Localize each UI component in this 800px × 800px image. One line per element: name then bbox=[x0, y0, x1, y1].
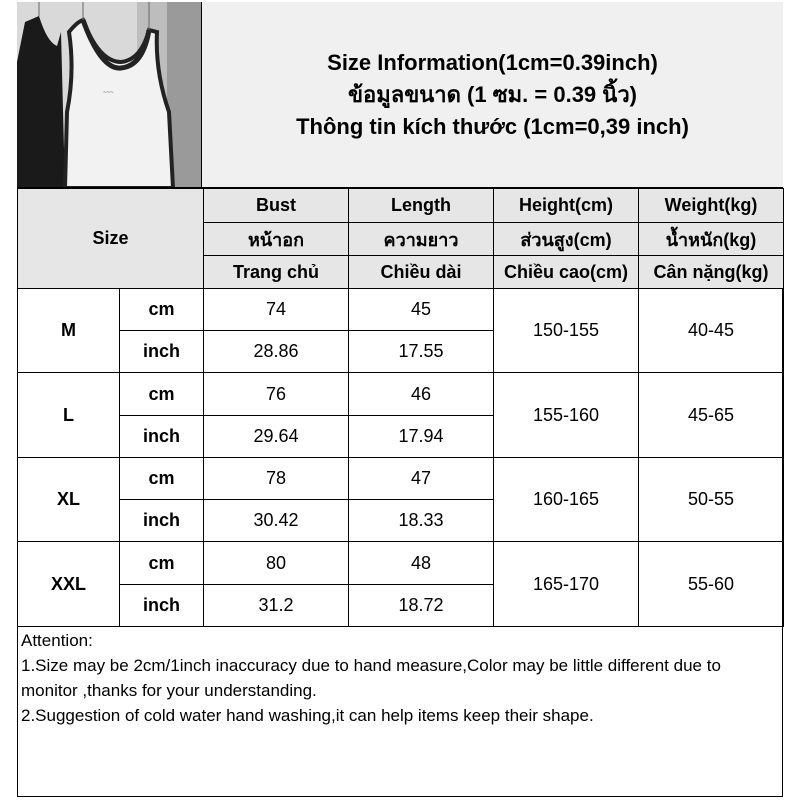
attention-note-1: 1.Size may be 2cm/1inch inaccuracy due to hand measure,Color may be little different due to monitor ,thanks for your understanding. bbox=[21, 656, 721, 700]
col-bust-vi: Trang chủ bbox=[204, 256, 349, 289]
bust-inch: 31.2 bbox=[204, 585, 349, 627]
shirt-logo: ~~~ bbox=[103, 90, 114, 96]
col-height-th: ส่วนสูง(cm) bbox=[494, 223, 639, 256]
weight-range: 50-55 bbox=[639, 458, 784, 542]
attention-notes bbox=[21, 628, 781, 728]
attention-heading: Attention: bbox=[21, 631, 93, 650]
table-row bbox=[18, 458, 784, 500]
table-row bbox=[18, 289, 784, 331]
length-inch: 18.72 bbox=[349, 585, 494, 627]
table-row bbox=[18, 373, 784, 416]
length-inch: 17.55 bbox=[349, 331, 494, 373]
title-block bbox=[202, 2, 783, 188]
unit-cm: cm bbox=[120, 373, 204, 416]
tank-top-illustration bbox=[17, 2, 202, 188]
col-weight-en: Weight(kg) bbox=[639, 189, 784, 223]
attention-note-2: 2.Suggestion of cold water hand washing,it can help items keep their shape. bbox=[21, 706, 594, 725]
col-height-vi: Chiều cao(cm) bbox=[494, 256, 639, 289]
unit-inch: inch bbox=[120, 331, 204, 373]
length-cm: 47 bbox=[349, 458, 494, 500]
length-cm: 48 bbox=[349, 542, 494, 585]
bust-inch: 30.42 bbox=[204, 500, 349, 542]
col-length-th: ความยาว bbox=[349, 223, 494, 256]
bust-cm: 78 bbox=[204, 458, 349, 500]
length-inch: 18.33 bbox=[349, 500, 494, 542]
table-row bbox=[18, 542, 784, 585]
size-label: XXL bbox=[18, 542, 120, 627]
unit-inch: inch bbox=[120, 416, 204, 458]
size-table bbox=[17, 188, 784, 627]
col-bust-th: หน้าอก bbox=[204, 223, 349, 256]
bust-inch: 28.86 bbox=[204, 331, 349, 373]
col-bust-en: Bust bbox=[204, 189, 349, 223]
weight-range: 40-45 bbox=[639, 289, 784, 373]
weight-range: 45-65 bbox=[639, 373, 784, 458]
bust-cm: 74 bbox=[204, 289, 349, 331]
col-height-en: Height(cm) bbox=[494, 189, 639, 223]
title-english: Size Information(1cm=0.39inch) bbox=[327, 49, 658, 75]
size-label: L bbox=[18, 373, 120, 458]
length-cm: 46 bbox=[349, 373, 494, 416]
size-label: M bbox=[18, 289, 120, 373]
bust-inch: 29.64 bbox=[204, 416, 349, 458]
height-range: 155-160 bbox=[494, 373, 639, 458]
length-cm: 45 bbox=[349, 289, 494, 331]
unit-cm: cm bbox=[120, 542, 204, 585]
length-inch: 17.94 bbox=[349, 416, 494, 458]
weight-range: 55-60 bbox=[639, 542, 784, 627]
bust-cm: 76 bbox=[204, 373, 349, 416]
title-vietnamese: Thông tin kích thước (1cm=0,39 inch) bbox=[296, 113, 689, 139]
height-range: 165-170 bbox=[494, 542, 639, 627]
unit-inch: inch bbox=[120, 585, 204, 627]
height-range: 150-155 bbox=[494, 289, 639, 373]
bust-cm: 80 bbox=[204, 542, 349, 585]
col-weight-th: น้ำหนัก(kg) bbox=[639, 223, 784, 256]
col-weight-vi: Cân nặng(kg) bbox=[639, 256, 784, 289]
unit-cm: cm bbox=[120, 458, 204, 500]
size-header: Size bbox=[18, 189, 204, 289]
col-length-en: Length bbox=[349, 189, 494, 223]
size-label: XL bbox=[18, 458, 120, 542]
unit-cm: cm bbox=[120, 289, 204, 331]
col-length-vi: Chiều dài bbox=[349, 256, 494, 289]
product-photo bbox=[17, 2, 202, 188]
unit-inch: inch bbox=[120, 500, 204, 542]
title-thai: ข้อมูลขนาด (1 ซม. = 0.39 นิ้ว) bbox=[347, 81, 637, 107]
height-range: 160-165 bbox=[494, 458, 639, 542]
